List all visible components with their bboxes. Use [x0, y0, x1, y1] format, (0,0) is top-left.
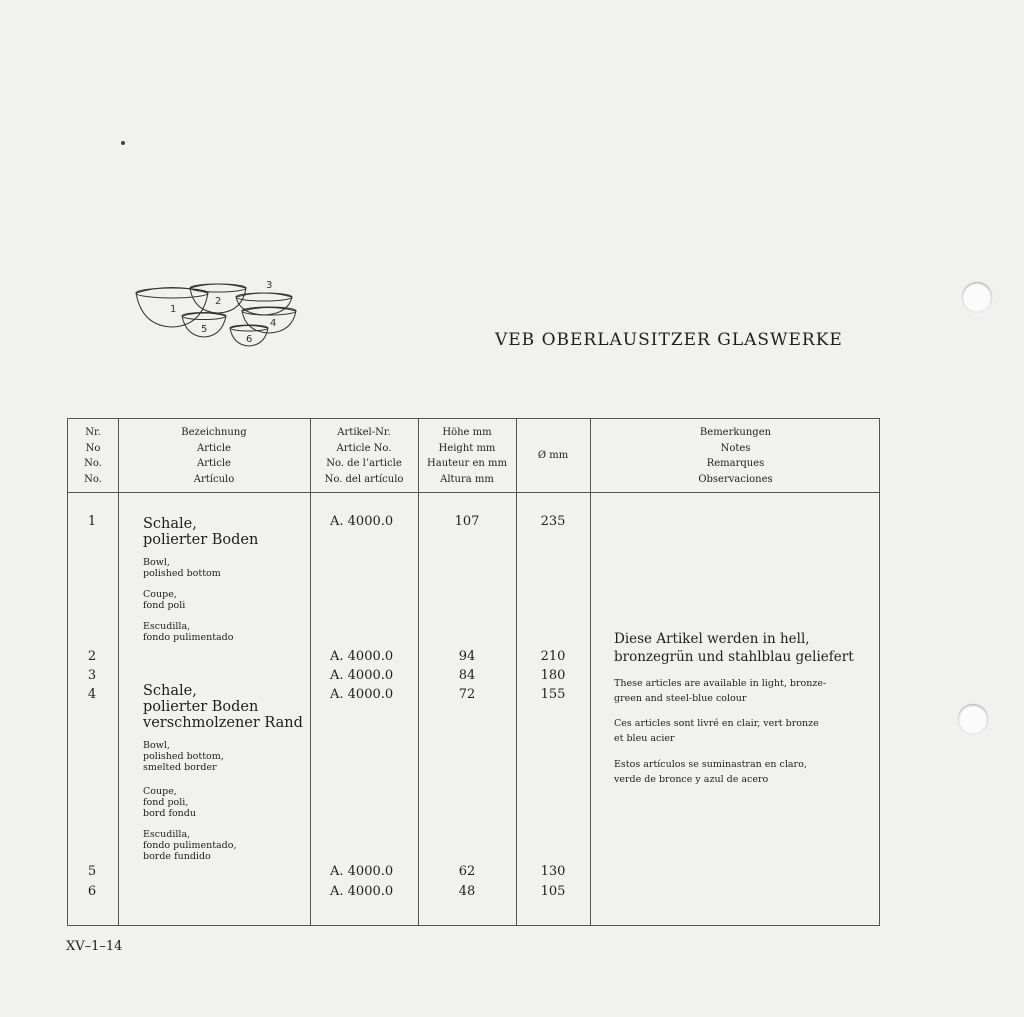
column-divider	[310, 419, 311, 925]
bowl-label-2: 2	[215, 296, 222, 307]
header-divider	[68, 492, 879, 493]
designation-de: Schale, polierter Boden	[143, 516, 259, 548]
bowl-label-3: 3	[266, 280, 273, 291]
dust-speck	[121, 141, 125, 145]
designation-es: Escudilla, fondo pulimentado, borde fundido	[143, 829, 237, 862]
punch-hole-top	[962, 282, 992, 312]
row-diameter: 180	[540, 668, 566, 683]
column-divider	[418, 419, 419, 925]
bowl-3-icon	[236, 293, 292, 315]
row-article-no: A. 4000.0	[330, 514, 394, 529]
notes-es: Estos artículos se suminastran en claro, verde de bronce y azul de acero	[614, 759, 807, 785]
designation-es: Escudilla, fondo pulimentado	[143, 621, 234, 643]
column-divider	[118, 419, 119, 925]
bowl-label-4: 4	[270, 318, 277, 329]
header-height: Höhe mm Height mm Hauteur en mm Altura mm	[427, 427, 507, 485]
bowl-label-1: 1	[170, 304, 177, 315]
row-article-no: A. 4000.0	[330, 864, 394, 879]
punch-hole-bottom	[958, 704, 988, 734]
header-designation: Bezeichnung Article Article Artículo	[181, 427, 247, 485]
row-article-no: A. 4000.0	[330, 884, 394, 899]
row-diameter: 105	[540, 884, 566, 899]
designation-de: Schale, polierter Boden verschmolzener Rand	[143, 683, 303, 731]
header-diameter: Ø mm	[537, 450, 569, 461]
page-code: XV–1–14	[66, 939, 123, 954]
row-nr: 1	[87, 514, 97, 529]
notes-en: These articles are available in light, bronze‑ green and steel‑blue colour	[614, 678, 827, 704]
row-height: 94	[458, 649, 476, 664]
row-height: 107	[454, 514, 480, 529]
row-nr: 5	[87, 864, 97, 879]
row-nr: 3	[87, 668, 97, 683]
row-article-no: A. 4000.0	[330, 668, 394, 683]
row-height: 72	[458, 687, 476, 702]
header-article-no: Artikel‑Nr. Article No. No. de l’article No. del artículo	[324, 427, 404, 485]
header-remarks: Bemerkungen Notes Remarques Observaciones	[698, 427, 773, 485]
designation-en: Bowl, polished bottom	[143, 557, 221, 579]
row-height: 62	[458, 864, 476, 879]
row-height: 48	[458, 884, 476, 899]
row-nr: 4	[87, 687, 97, 702]
company-name: VEB OBERLAUSITZER GLASWERKE	[495, 330, 843, 350]
row-diameter: 130	[540, 864, 566, 879]
bowl-label-5: 5	[201, 324, 208, 335]
bowls-illustration	[132, 276, 302, 348]
bowl-4-icon	[242, 308, 296, 334]
row-diameter: 155	[540, 687, 566, 702]
bowl-label-6: 6	[246, 334, 253, 345]
designation-fr: Coupe, fond poli, bord fondu	[143, 786, 196, 819]
row-nr: 2	[87, 649, 97, 664]
designation-fr: Coupe, fond poli	[143, 589, 186, 611]
row-diameter: 210	[540, 649, 566, 664]
notes-fr: Ces articles sont livré en clair, vert bronze et bleu acier	[614, 718, 819, 744]
row-nr: 6	[87, 884, 97, 899]
header-nr: Nr. No No. No.	[84, 427, 102, 485]
row-diameter: 235	[540, 514, 566, 529]
row-article-no: A. 4000.0	[330, 687, 394, 702]
designation-en: Bowl, polished bottom, smelted border	[143, 740, 224, 773]
row-height: 84	[458, 668, 476, 683]
row-article-no: A. 4000.0	[330, 649, 394, 664]
notes-de: Diese Artikel werden in hell, bronzegrün und stahlblau geliefert	[614, 631, 854, 665]
